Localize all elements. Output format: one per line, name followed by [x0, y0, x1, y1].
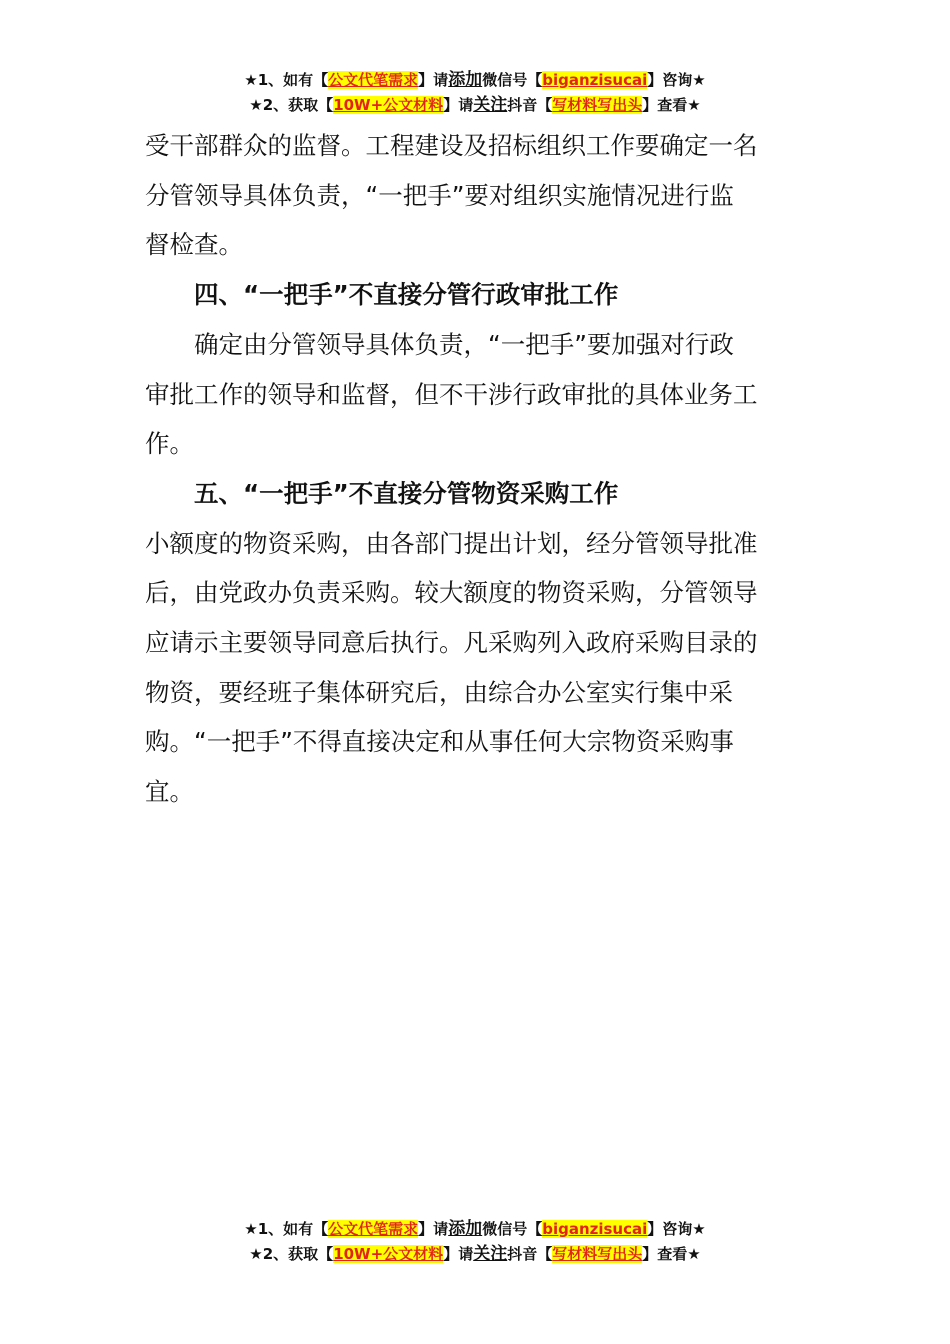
banner-emphasis: 添加: [448, 70, 483, 90]
highlight-wechat-id: biganzisucai: [542, 71, 648, 89]
star-icon: ★: [249, 1245, 263, 1263]
banner-line-2: [0, 1242, 950, 1267]
paragraph-line: 购。“一把手”不得直接决定和从事任何大宗物资采购事: [145, 727, 734, 757]
paragraph-line: 后，由党政办负责采购。较大额度的物资采购，分管领导: [145, 578, 758, 608]
highlight-materials: 10W+公文材料: [333, 1245, 444, 1263]
star-icon: ★: [692, 71, 706, 89]
banner-emphasis: 关注: [473, 95, 508, 115]
banner-line-1: [0, 68, 950, 93]
paragraph-line: 宜。: [145, 777, 194, 807]
highlight-wechat-id: biganzisucai: [542, 1220, 648, 1238]
paragraph-line: 督检查。: [145, 230, 243, 260]
paragraph-line: 确定由分管领导具体负责，“一把手”要加强对行政: [194, 329, 734, 359]
banner-text: 】咨询: [647, 1220, 693, 1238]
banner-text: 抖音【: [507, 96, 553, 114]
paragraph-line: 小额度的物资采购，由各部门提出计划，经分管领导批准: [145, 528, 758, 558]
highlight-service: 公文代笔需求: [328, 1220, 419, 1238]
banner-text: 】请: [418, 71, 449, 89]
document-body: [145, 121, 815, 817]
section-heading-5: 五、“一把手”不直接分管物资采购工作: [194, 478, 619, 508]
banner-text: 1、如有【: [257, 1220, 329, 1238]
paragraph-line: 审批工作的领导和监督，但不干涉行政审批的具体业务工: [145, 379, 758, 409]
footer-banner: [0, 1217, 950, 1267]
star-icon: ★: [687, 96, 701, 114]
paragraph-line: 物资，要经班子集体研究后，由综合办公室实行集中采: [145, 677, 733, 707]
banner-text: 】咨询: [647, 71, 693, 89]
banner-text: 】查看: [642, 96, 688, 114]
star-icon: ★: [687, 1245, 701, 1263]
banner-emphasis: 关注: [473, 1244, 508, 1264]
banner-text: 】请: [418, 1220, 449, 1238]
banner-text: 】请: [443, 96, 474, 114]
header-banner: [0, 68, 950, 118]
paragraph-line: 应请示主要领导同意后执行。凡采购列入政府采购目录的: [145, 628, 758, 658]
banner-text: 2、获取【: [262, 1245, 334, 1263]
banner-text: 】请: [443, 1245, 474, 1263]
star-icon: ★: [244, 1220, 258, 1238]
highlight-douyin-id: 写材料写出头: [552, 1245, 643, 1263]
banner-line-1: [0, 1217, 950, 1242]
banner-text: 抖音【: [507, 1245, 553, 1263]
section-heading-4: 四、“一把手”不直接分管行政审批工作: [194, 280, 619, 310]
highlight-service: 公文代笔需求: [328, 71, 419, 89]
highlight-douyin-id: 写材料写出头: [552, 96, 643, 114]
banner-text: 微信号【: [482, 71, 543, 89]
banner-text: 1、如有【: [257, 71, 329, 89]
banner-text: 】查看: [642, 1245, 688, 1263]
paragraph-line: 分管领导具体负责，“一把手”要对组织实施情况进行监: [145, 180, 734, 210]
star-icon: ★: [244, 71, 258, 89]
paragraph-line: 作。: [145, 429, 194, 459]
banner-line-2: [0, 93, 950, 118]
banner-text: 微信号【: [482, 1220, 543, 1238]
paragraph-line: 受干部群众的监督。工程建设及招标组织工作要确定一名: [145, 131, 758, 160]
banner-emphasis: 添加: [448, 1219, 483, 1239]
highlight-materials: 10W+公文材料: [333, 96, 444, 114]
star-icon: ★: [249, 96, 263, 114]
star-icon: ★: [692, 1220, 706, 1238]
banner-text: 2、获取【: [262, 96, 334, 114]
